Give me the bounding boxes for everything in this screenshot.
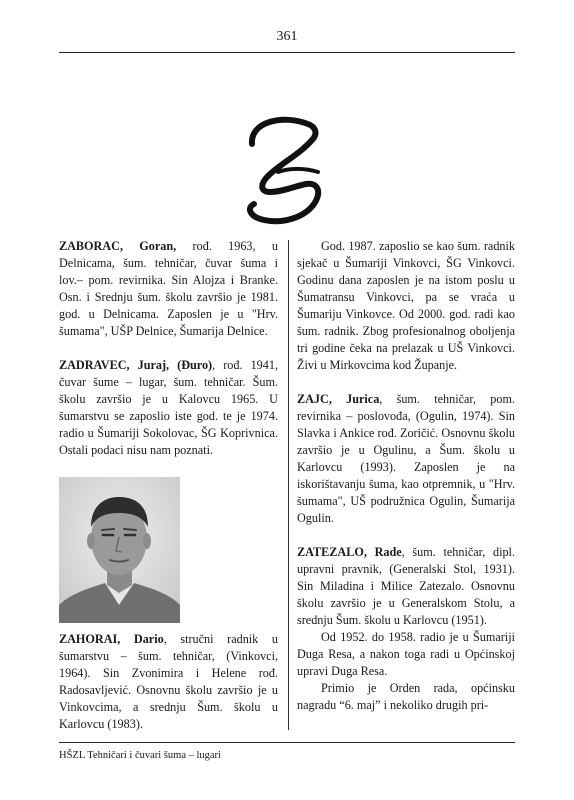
page-number: 361 — [276, 29, 298, 44]
entry-continuation: God. 1987. zaposlio se kao šum. radnik sjekač u Šumariji Vinkovci, ŠG Vinkovci. Godinu dana zaposlen je na istom poslu u Šumatransu Vinkovci, pa se vraća u Šumariju Vinkovce. Od 2000. god. radi kao šum. radnik. Zbog profesionalnog oboljenja tri godine čeka na prelazak u UŠ Vinkovci. Živi u Mirkovcima kod Županje. — [297, 239, 515, 372]
paragraph: Od 1952. do 1958. radio je u Šumariji Duga Resa, a nakon toga radi u Općinskoj upravi Duga Resa. — [297, 630, 515, 678]
portrait-image — [59, 477, 180, 623]
entry-name: ZABORAC, Goran, — [59, 239, 177, 253]
entry-text: rođ. 1963, u Delnicama, šum. tehničar, čuvar šuma i lov.– pom. revirnika. Sin Alojza i Branke. Osn. i Srednju šum. školu završio je 1981. god. u Delnicama. Zaposlen je u "Hrv. šumama", UŠP Delnice, Šumarija Delnice. — [59, 239, 278, 338]
entry-zaborac — [59, 238, 278, 340]
entry-name: ZAJC, Jurica — [297, 392, 380, 406]
entry-zadravec — [59, 357, 278, 459]
entry-name: ZAHORAI, Dario — [59, 632, 164, 646]
entry-text: , stručni radnik u šumarstvu – šum. tehničar, (Vinkovci, 1964). Sin Zvonimira i Helene rođ. Radosavljević. Osnovnu školu završio je u Vinkovcima, a srednju Šum. školu u Karlovcu (1983). — [59, 632, 278, 731]
entry-text: , rođ. 1941, čuvar šume – lugar, šum. tehničar. Šum. školu završio je u Kalovcu 1965. U šumarstvu se zaposlio iste god. te je 1974. radio u Šumariji Sokolovac, ŠG Koprivnica. Ostali podaci nisu nam poznati. — [59, 358, 278, 457]
entry-text: , šum. tehničar, pom. revirnika – poslovođa, (Ogulin, 1974). Sin Slavka i Ankice rođ. Zoričić. Osnovnu školu završio je u Ogulinu, a Šum. školu u Karlovcu (1993). Zaposlen je na iskorištavanju šuma, kao otpremnik, u "Hrv. šumama", UŠ podružnica Ogulin, Šumarija Ogulin. — [297, 392, 515, 525]
portrait-photo — [59, 477, 180, 623]
section-letter-z — [220, 100, 350, 230]
column-divider — [288, 240, 289, 730]
left-column — [59, 238, 278, 733]
entry-zajc — [297, 391, 515, 527]
header-rule — [59, 52, 515, 53]
footer-text: HŠZL Tehničari i čuvari šuma – lugari — [59, 750, 221, 761]
entry-zatezalo — [297, 544, 515, 629]
entry-text: , šum. tehničar, dipl. upravni pravnik, (Generalski Stol, 1931). Sin Miladina i Milice Zatezalo. Osnovnu školu završio je u Generalskom Stolu, a srednju Šum. školu u Karlovcu (1951). — [297, 545, 515, 627]
footer-rule — [59, 742, 515, 743]
paragraph: Primio je Orden rada, općinsku nagradu “6. maj” i nekoliko drugih pri- — [297, 681, 515, 712]
entry-name: ZATEZALO, Rade — [297, 545, 402, 559]
right-column — [297, 238, 515, 714]
entry-zahorai — [59, 631, 278, 733]
entry-name: ZADRAVEC, Juraj, (Đuro) — [59, 358, 213, 372]
